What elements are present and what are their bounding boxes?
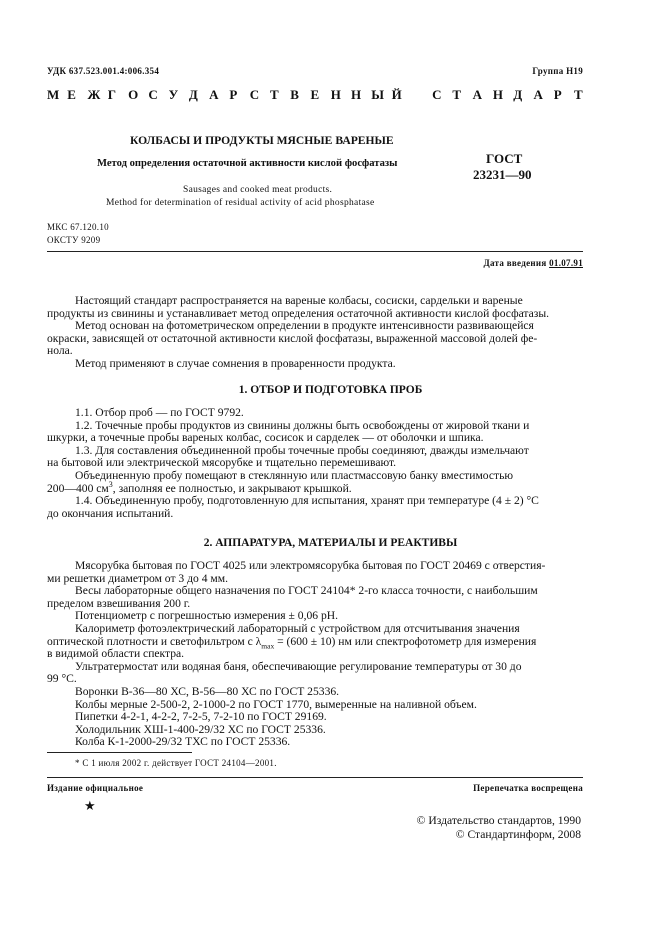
document-title: КОЛБАСЫ И ПРОДУКТЫ МЯСНЫЕ ВАРЕНЫЕ xyxy=(130,134,394,147)
banner-letter: В xyxy=(290,87,299,102)
english-title: Sausages and cooked meat products. xyxy=(183,185,333,195)
oksty-code: ОКСТУ 9209 xyxy=(47,235,101,245)
banner-letter: Д xyxy=(188,87,198,102)
banner-letter: Н xyxy=(351,87,362,102)
section-2-text xyxy=(47,560,583,749)
footnote: * С 1 июля 2002 г. действует ГОСТ 24104—2001. xyxy=(75,758,277,768)
banner-letter: Й xyxy=(391,87,402,102)
text-line: в видимой области спектра. xyxy=(47,647,185,661)
banner-letter: Е xyxy=(67,87,76,102)
subscript: max xyxy=(261,640,275,650)
text-line: Холодильник ХШ-1-400-29/32 ХС по ГОСТ 25336. xyxy=(75,722,326,736)
banner-letter: А xyxy=(472,87,483,102)
banner-letter: Т xyxy=(269,87,279,102)
text-line: нола. xyxy=(47,344,73,358)
text-fragment: оптической плотности и светофильтром с λ xyxy=(47,634,262,648)
header-divider xyxy=(47,251,583,252)
text-line: Метод применяют в случае сомнения в проваренности продукта. xyxy=(75,356,396,370)
text-line: Колбы мерные 2-500-2, 2-1000-2 по ГОСТ 1770, вымеренные на наливной объем. xyxy=(75,697,477,711)
banner-letter: С xyxy=(249,87,260,102)
group-code: Группа Н19 xyxy=(532,66,583,76)
text-line: Настоящий стандарт распространяется на вареные колбасы, сосиски, сардельки и вареные xyxy=(75,294,523,307)
banner-letter: Т xyxy=(574,87,583,102)
footer-divider xyxy=(47,777,583,778)
text-line: Потенциометр с погрешностью измерения ± 0,06 рН. xyxy=(75,609,339,623)
copyright-1: © Издательство стандартов, 1990 xyxy=(416,814,581,827)
copyright-2: © Стандартинформ, 2008 xyxy=(455,828,581,841)
intro-date-label: Дата введения xyxy=(483,258,547,268)
banner-letter: Д xyxy=(513,87,523,102)
text-line: 99 °С. xyxy=(47,672,77,686)
text-line: Калориметр фотоэлектрический лабораторный с устройством для отсчитывания значения xyxy=(75,621,520,635)
banner-letter: О xyxy=(128,87,139,102)
text-line: Колба К-1-2000-29/32 ТХС по ГОСТ 25336. xyxy=(75,735,291,749)
intro-date-value: 01.07.91 xyxy=(549,258,583,268)
text-line: продукты из свинины и устанавливает метод определения остаточной активности кислой фосфатазы. xyxy=(47,306,550,320)
text-fragment: = (600 ± 10) нм или спектрофотометр для измерения xyxy=(274,634,537,648)
english-subtitle: Method for determination of residual activity of acid phosphatase xyxy=(106,198,375,208)
text-line: на бытовой или электрической мясорубке и тщательно перемешивают. xyxy=(47,456,397,470)
banner-letter: А xyxy=(533,87,543,102)
text-line: ми решетки диаметром от 3 до 4 мм. xyxy=(47,571,228,585)
reprint-notice: Перепечатка воспрещена xyxy=(473,783,583,793)
text-line: Пипетки 4-2-1, 4-2-2, 7-2-5, 7-2-10 по ГОСТ 29169. xyxy=(75,710,327,724)
banner-letter: Ж xyxy=(87,87,101,102)
text-line: 1.2. Точечные пробы продуктов из свинины должны быть освобождены от жировой ткани и xyxy=(75,418,530,432)
text-line: Ультратермостат или водяная баня, обеспечивающие регулирование температуры от 30 до xyxy=(75,659,522,673)
text-fragment: 200—400 см xyxy=(47,481,109,495)
text-line: шкурки, а точечные пробы вареных колбас, сосисок и сарделек — от оболочки и шпика. xyxy=(47,431,484,445)
text-line: Воронки В-36—80 ХС, В-56—80 ХС по ГОСТ 25336. xyxy=(75,684,340,698)
document-subtitle: Метод определения остаточной активности кислой фосфатазы xyxy=(97,158,398,169)
banner-letter: А xyxy=(209,87,219,102)
banner-letter: Е xyxy=(310,87,320,102)
intro-text xyxy=(47,295,583,371)
official-edition: Издание официальное xyxy=(47,783,144,793)
banner-letter: С xyxy=(432,87,442,102)
banner-letter: Н xyxy=(330,87,341,102)
banner-letter: Н xyxy=(492,87,504,102)
section-1-heading: 1. ОТБОР И ПОДГОТОВКА ПРОБ xyxy=(238,384,423,396)
text-line: до окончания испытаний. xyxy=(47,506,174,520)
banner-letter: Г xyxy=(107,87,117,102)
footnote-divider xyxy=(47,752,192,753)
text-line: Метод основан на фотометрическом определении в продукте интенсивности развивающейся xyxy=(75,319,534,333)
text-fragment: , заполняя ее полностью, и закрывают крышкой. xyxy=(112,481,352,495)
text-line: пределом взвешивания 200 г. xyxy=(47,596,191,610)
text-line: Весы лабораторные общего назначения по ГОСТ 24104* 2-го класса точности, с наибольшим xyxy=(75,584,538,598)
banner-letter: М xyxy=(47,87,60,102)
section-1-text xyxy=(47,407,583,520)
banner-letter: Р xyxy=(553,87,562,102)
superscript: 3 xyxy=(108,479,113,489)
intro-date xyxy=(484,258,584,268)
gost-number: 23231—90 xyxy=(473,167,532,182)
star-icon: ★ xyxy=(84,798,96,813)
banner-letter: Р xyxy=(229,87,238,102)
banner-letter: У xyxy=(168,87,179,102)
text-line: 1.3. Для составления объединенной пробы точечные пробы соединяют, дважды измельчают xyxy=(75,443,529,457)
text-line: 1.1. Отбор проб — по ГОСТ 9792. xyxy=(75,406,244,419)
section-2-heading: 2. АППАРАТУРА, МАТЕРИАЛЫ И РЕАКТИВЫ xyxy=(203,537,458,549)
text-line: Объединенную пробу помещают в стеклянную или пластмассовую банку вместимостью xyxy=(75,468,514,482)
udc-code: УДК 637.523.001.4:006.354 xyxy=(47,66,160,76)
banner-letter: С xyxy=(148,87,158,102)
standard-banner xyxy=(47,87,583,103)
banner-letter: Т xyxy=(452,87,462,102)
banner-letter: Ы xyxy=(371,87,385,102)
text-line: Мясорубка бытовая по ГОСТ 4025 или электромясорубка бытовая по ГОСТ 20469 с отверстия- xyxy=(75,559,546,572)
text-line: окраски, зависящей от остаточной активности кислой фосфатазы, выраженной массовой долей фе- xyxy=(47,331,538,345)
text-line: 1.4. Объединенную пробу, подготовленную для испытания, хранят при температуре (4 ± 2) °С xyxy=(75,494,539,508)
mks-code: МКС 67.120.10 xyxy=(47,222,109,232)
gost-label: ГОСТ xyxy=(486,151,523,166)
